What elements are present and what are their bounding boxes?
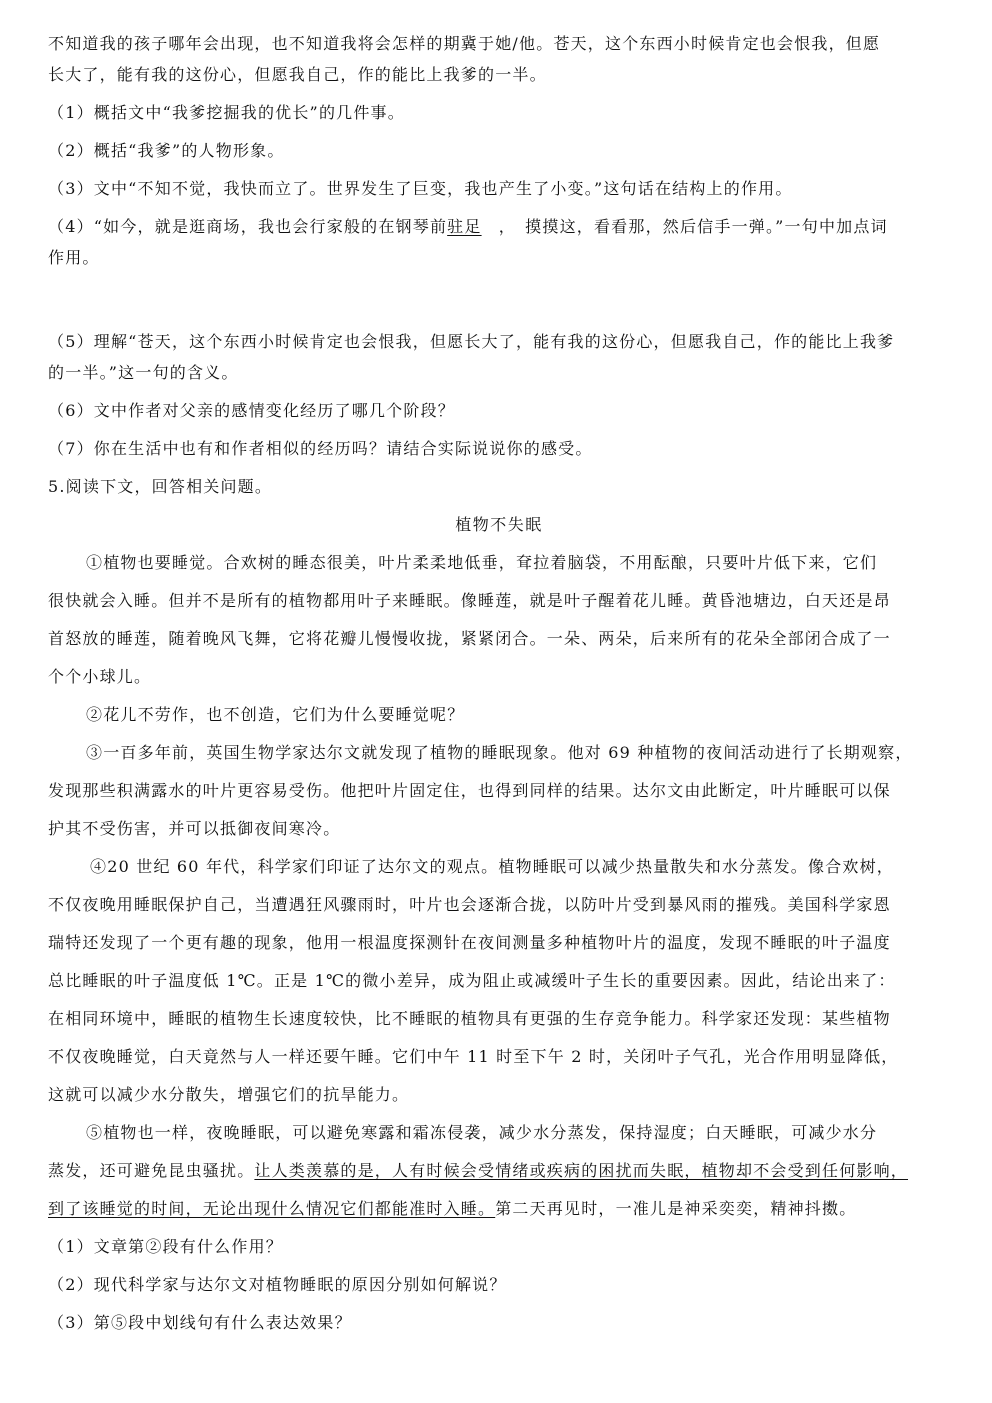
underlined-sentence: 让人类羡慕的是，人有时候会受情绪或疾病的困扰而失眠，植物却不会受到任何影响， [254, 1161, 909, 1180]
paragraph-4-line: 这就可以减少水分散失，增强它们的抗旱能力。 [48, 1085, 410, 1104]
paragraph-5-line-1: ⑤植物也一样，夜晚睡眠，可以避免寒露和霜冻侵袭，减少水分蒸发，保持湿度；白天睡眠，可减少水分 [86, 1123, 878, 1142]
intro-line-2: 长大了，能有我的这份心，但愿我自己，作的能比上我爹的一半。 [48, 65, 547, 84]
paragraph-5 [48, 1117, 950, 1224]
document-page [48, 28, 950, 1338]
question-4-line-2: 作用。 [48, 248, 100, 267]
section-5-question-3: （3）第⑤段中划线句有什么表达效果？ [48, 1313, 352, 1332]
paragraph-4-line: 总比睡眠的叶子温度低 1℃。正是 1℃的微小差异，成为阻止或减缓叶子生长的重要因素。因此，结论出来了： [48, 971, 896, 990]
paragraph-3 [48, 737, 950, 844]
paragraph-5-text: 蒸发，还可避免昆虫骚扰。 [48, 1161, 255, 1180]
question-5-line-1: （5）理解“苍天，这个东西小时候肯定也会恨我，但愿长大了，能有我的这份心，但愿我自己，作的能比上我爹 [48, 332, 895, 351]
paragraph-1-line: 首怒放的睡莲，随着晚风飞舞，它将花瓣儿慢慢收拢，紧紧闭合。一朵、两朵，后来所有的花朵全部闭合成了一 [48, 629, 891, 648]
intro-line-1: 不知道我的孩子哪年会出现，也不知道我将会怎样的期冀于她/他。苍天，这个东西小时候肯定也会恨我，但愿 [48, 34, 881, 53]
paragraph-2: ②花儿不劳作，也不创造，它们为什么要睡觉呢？ [86, 705, 465, 724]
paragraph-4-line: 不仅夜晚睡觉，白天竟然与人一样还要午睡。它们中午 11 时至下午 2 时，关闭叶子气孔，光合作用明显降低， [48, 1047, 899, 1066]
question-7: （7）你在生活中也有和作者相似的经历吗？请结合实际说说你的感受。 [48, 439, 593, 458]
paragraph-3-line: 护其不受伤害，并可以抵御夜间寒冷。 [48, 819, 341, 838]
section-5-question-1: （1）文章第②段有什么作用？ [48, 1237, 283, 1256]
paragraph-1-line: 个个小球儿。 [48, 667, 152, 686]
paragraph-5-text: 第二天再见时，一准儿是神采奕奕，精神抖擞。 [495, 1199, 857, 1218]
paragraph-5-line-2 [48, 1155, 950, 1186]
question-1: （1）概括文中“我爹挖掘我的优长”的几件事。 [48, 103, 405, 122]
section-5-question-2: （2）现代科学家与达尔文对植物睡眠的原因分别如何解说？ [48, 1275, 507, 1294]
paragraph-1-line: ①植物也要睡觉。合欢树的睡态很美，叶片柔柔地低垂，耷拉着脑袋，不用酝酿，只要叶片低下来，它们 [86, 553, 878, 572]
paragraph-1 [48, 547, 950, 692]
paragraph-4-line: 在相同环境中，睡眠的植物生长速度较快，比不睡眠的植物具有更强的生存竞争能力。科学家还发现：某些植物 [48, 1009, 891, 1028]
answer-gap [48, 273, 950, 319]
paragraph-4-line: 不仅夜晚用睡眠保护自己，当遭遇狂风骤雨时，叶片也会逐渐合拢，以防叶片受到暴风雨的摧残。美国科学家恩 [48, 895, 891, 914]
question-3: （3）文中“不知不觉，我快而立了。世界发生了巨变，我也产生了小变。”这句话在结构上的作用。 [48, 179, 793, 198]
section-5-heading: 5.阅读下文，回答相关问题。 [48, 477, 273, 496]
paragraph-3-line: 发现那些积满露水的叶片更容易受伤。他把叶片固定住，也得到同样的结果。达尔文由此断定，叶片睡眠可以保 [48, 781, 891, 800]
underlined-sentence: 到了该睡觉的时间，无论出现什么情况它们都能准时入睡。 [48, 1199, 496, 1218]
paragraph-4-line: ④20 世纪 60 年代，科学家们印证了达尔文的观点。植物睡眠可以减少热量散失和水分蒸发。像合欢树， [90, 857, 894, 876]
question-5-line-2: 的一半。”这一句的含义。 [48, 363, 239, 382]
paragraph-4 [48, 851, 950, 1110]
paragraph-5-line-3 [48, 1193, 950, 1224]
question-4 [48, 211, 950, 242]
paragraph-3-line: ③一百多年前，英国生物学家达尔文就发现了植物的睡眠现象。他对 69 种植物的夜间活动进行了长期观察， [86, 743, 913, 762]
question-2: （2）概括“我爹”的人物形象。 [48, 141, 285, 160]
question-4-suffix: ， 摸摸这，看看那，然后信手一弹。”一句中加点词 [481, 217, 888, 236]
question-4-prefix: （4）“如今，就是逛商场，我也会行家般的在钢琴前 [48, 217, 448, 236]
question-6: （6）文中作者对父亲的感情变化经历了哪几个阶段？ [48, 401, 455, 420]
article-title: 植物不失眠 [455, 515, 543, 534]
dotted-word: 驻足 [447, 217, 482, 236]
paragraph-4-line: 瑞特还发现了一个更有趣的现象，他用一根温度探测针在夜间测量多种植物叶片的温度，发现不睡眠的叶子温度 [48, 933, 891, 952]
paragraph-1-line: 很快就会入睡。但并不是所有的植物都用叶子来睡眠。像睡莲，就是叶子醒着花儿睡。黄昏池塘边，白天还是昂 [48, 591, 891, 610]
